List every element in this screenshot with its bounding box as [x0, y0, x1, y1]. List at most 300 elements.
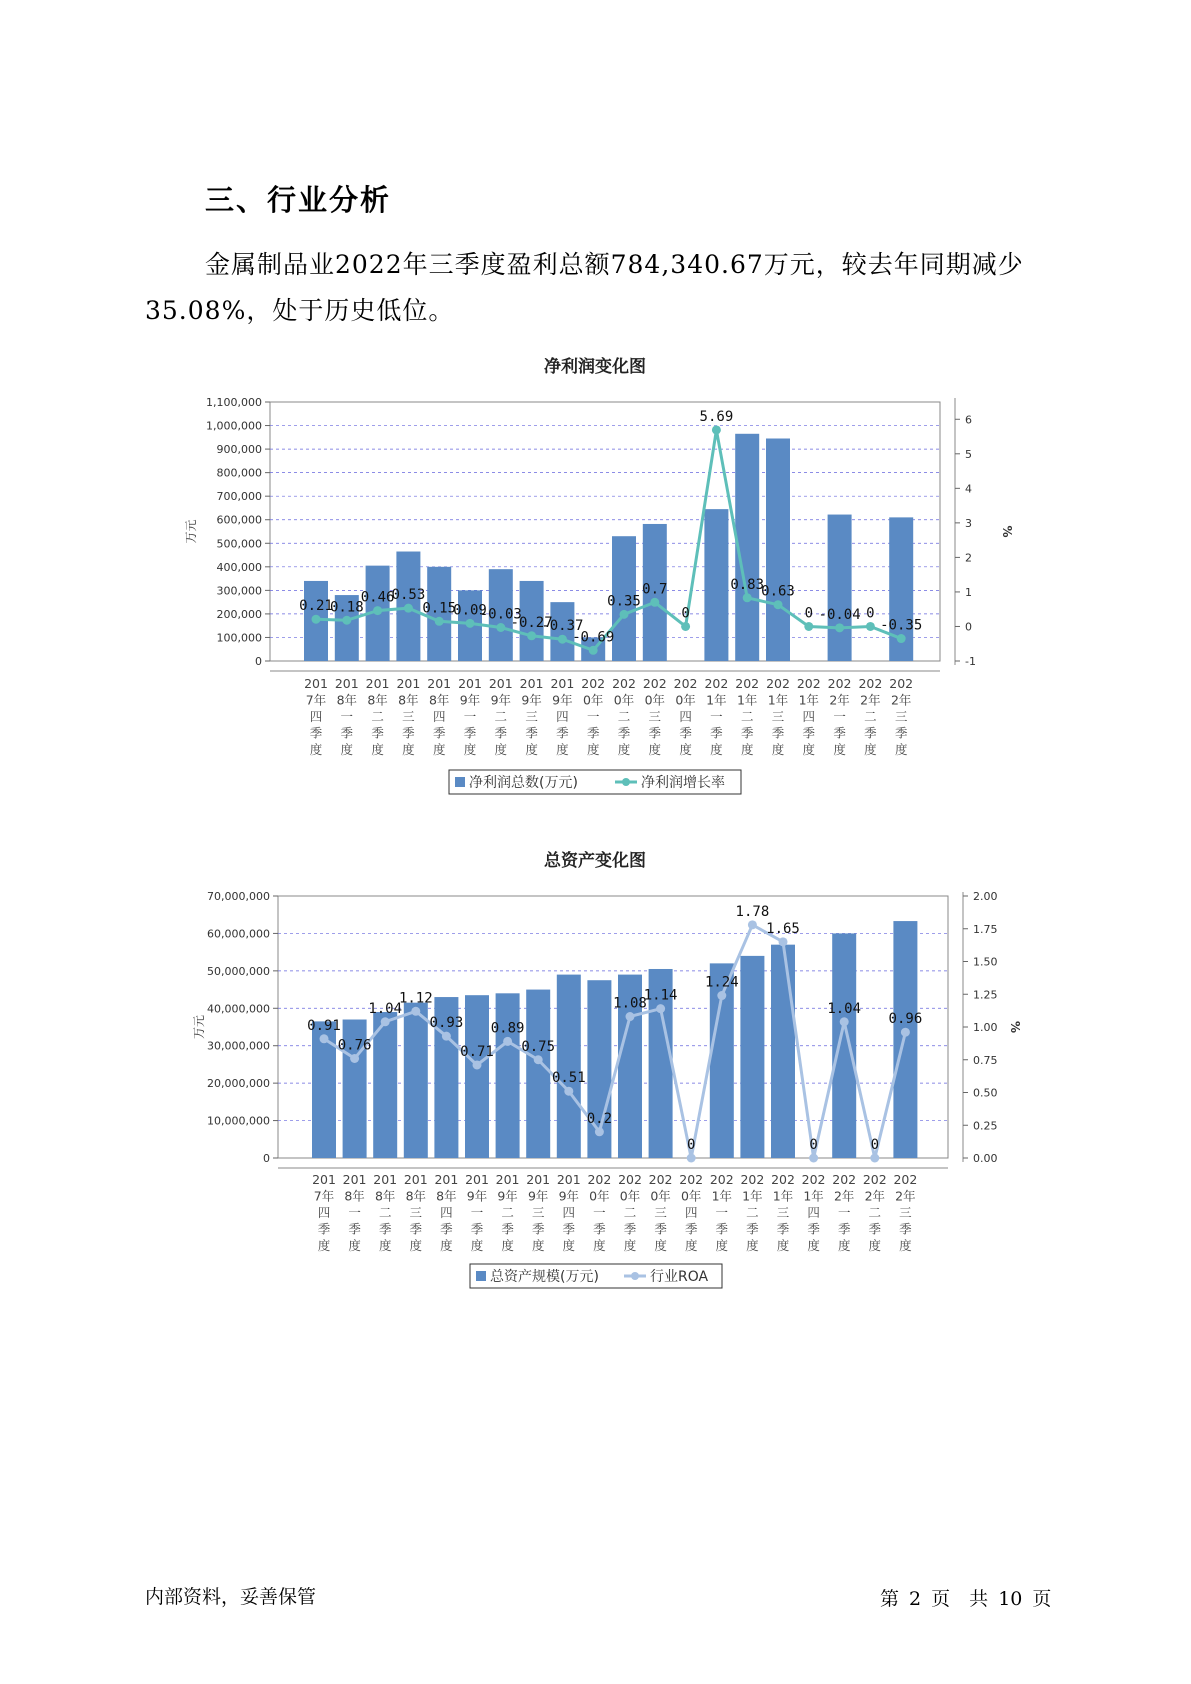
bar [704, 509, 728, 661]
x-tick-label: 季 [309, 725, 323, 741]
x-tick-label: 季 [556, 725, 569, 741]
x-tick-label: 季 [899, 1221, 912, 1237]
data-label: 0.96 [888, 1011, 923, 1028]
data-label: 0.21 [299, 598, 333, 615]
series-point [595, 1127, 604, 1136]
x-tick-label: 一 [348, 1205, 361, 1220]
y-tick-label: 800,000 [216, 466, 262, 480]
x-tick-label: 2年 [895, 1188, 916, 1204]
x-tick-label: 9年 [466, 1188, 488, 1204]
bar [828, 515, 852, 661]
series-point [411, 1007, 420, 1016]
x-tick-label: 二 [501, 1205, 514, 1220]
x-tick-label: 度 [317, 1238, 331, 1253]
y2-tick-label: 1.50 [973, 955, 998, 969]
x-tick-label: 201 [403, 1172, 428, 1187]
x-tick-label: 季 [586, 725, 600, 741]
x-tick-label: 2年 [864, 1188, 886, 1204]
data-label: 0 [870, 1137, 880, 1153]
x-tick-label: 201 [556, 1172, 581, 1187]
x-tick-label: 度 [586, 742, 600, 757]
x-tick-label: 季 [593, 1221, 606, 1237]
x-tick-label: 三 [771, 709, 785, 724]
y-tick-label: 400,000 [216, 560, 262, 574]
y2-tick-label: 5 [965, 447, 972, 461]
x-tick-label: 202 [704, 676, 729, 691]
data-label: 0.93 [429, 1015, 464, 1032]
data-label: 1.04 [827, 1000, 862, 1017]
x-tick-label: 一 [470, 1205, 484, 1220]
section-title: 三、行业分析 [205, 183, 392, 217]
x-tick-label: 度 [348, 1238, 361, 1253]
bar [771, 945, 795, 1158]
series-point [897, 634, 906, 643]
x-tick-label: 度 [710, 742, 723, 757]
x-tick-label: 202 [827, 676, 852, 691]
x-tick-label: 201 [434, 1172, 459, 1187]
x-tick-label: 季 [894, 725, 908, 741]
chart-title: 总资产变化图 [544, 851, 646, 871]
x-tick-label: 度 [868, 1238, 882, 1253]
x-tick-label: 季 [371, 725, 384, 741]
series-point [381, 1017, 390, 1026]
x-tick-label: 度 [623, 1238, 637, 1253]
total-assets-chart-svg [0, 848, 1191, 1308]
series-point [840, 1017, 849, 1026]
x-tick-label: 三 [402, 709, 415, 724]
x-tick-label: 201 [519, 676, 544, 691]
x-tick-label: 度 [807, 1238, 820, 1253]
legend-bar-swatch [476, 1271, 486, 1281]
x-tick-label: 三 [525, 709, 538, 724]
y2-tick-label: 1.75 [973, 922, 998, 936]
data-label: 0.09 [453, 602, 487, 619]
x-tick-label: 季 [802, 725, 816, 741]
x-tick-label: 度 [864, 742, 877, 757]
x-tick-label: 度 [894, 742, 908, 757]
x-tick-label: 季 [525, 725, 538, 741]
y2-tick-label: 0.75 [973, 1053, 998, 1067]
series-point [620, 610, 629, 619]
y2-tick-label: -1 [965, 655, 976, 668]
bar [832, 933, 856, 1158]
data-label: 0.75 [521, 1038, 556, 1055]
net-profit-chart [0, 350, 1191, 810]
x-tick-label: 二 [494, 709, 508, 724]
x-tick-label: 201 [526, 1172, 551, 1187]
bar [740, 956, 764, 1158]
x-tick-label: 季 [684, 1221, 698, 1237]
x-tick-label: 1年 [711, 1188, 733, 1204]
x-tick-label: 201 [458, 676, 482, 691]
y-tick-label: 1,100,000 [206, 396, 262, 409]
x-tick-label: 9年 [490, 692, 512, 708]
data-label: 1.04 [368, 1000, 403, 1017]
x-tick-label: 季 [648, 725, 662, 741]
x-tick-label: 1年 [803, 1188, 824, 1204]
x-tick-label: 度 [654, 1238, 667, 1253]
x-tick-label: 0年 [613, 692, 635, 708]
x-tick-label: 度 [432, 742, 446, 757]
x-tick-label: 季 [715, 1221, 729, 1237]
legend-bar-label: 净利润总数(万元) [469, 775, 578, 791]
x-tick-label: 季 [317, 1221, 331, 1237]
y2-axis-label: % [1008, 1020, 1022, 1034]
x-tick-label: 三 [776, 1205, 790, 1220]
x-tick-label: 9年 [558, 1188, 580, 1204]
x-tick-label: 季 [740, 725, 754, 741]
x-tick-label: 季 [617, 725, 631, 741]
series-point [564, 1087, 573, 1096]
series-point [589, 646, 598, 655]
x-tick-label: 二 [740, 709, 754, 724]
x-tick-label: 9年 [527, 1188, 549, 1204]
x-tick-label: 8年 [336, 692, 358, 708]
series-point [626, 1012, 635, 1021]
series-point [717, 991, 726, 1000]
data-label: 0 [686, 1137, 696, 1153]
x-tick-label: 三 [894, 709, 908, 724]
series-point [312, 615, 321, 624]
data-label: 0 [681, 605, 690, 622]
x-tick-label: 9年 [459, 692, 481, 708]
x-tick-label: 201 [334, 676, 359, 691]
y2-tick-label: 2.00 [973, 890, 998, 903]
x-tick-label: 季 [864, 725, 877, 741]
x-tick-label: 季 [776, 1221, 790, 1237]
x-tick-label: 三 [654, 1205, 667, 1220]
x-tick-label: 一 [593, 1205, 606, 1220]
data-label: 0.76 [337, 1037, 372, 1054]
x-tick-label: 202 [858, 676, 883, 691]
data-label: 0.18 [329, 599, 364, 616]
x-tick-label: 度 [899, 1238, 912, 1253]
x-tick-label: 度 [837, 1238, 851, 1253]
series-point [656, 1004, 665, 1013]
x-tick-label: 度 [746, 1238, 759, 1253]
x-tick-label: 三 [648, 709, 662, 724]
x-tick-label: 202 [587, 1172, 612, 1187]
x-tick-label: 四 [432, 709, 446, 724]
series-point [835, 623, 844, 632]
x-tick-label: 度 [340, 742, 354, 757]
series-point [527, 631, 536, 640]
x-tick-label: 季 [432, 725, 446, 741]
x-tick-label: 度 [402, 742, 415, 757]
x-tick-label: 8年 [436, 1188, 457, 1204]
x-tick-label: 201 [304, 676, 328, 691]
x-tick-label: 8年 [374, 1188, 396, 1204]
y2-tick-label: 6 [965, 413, 972, 427]
x-tick-label: 9年 [521, 692, 542, 708]
y-tick-label: 0 [255, 655, 262, 668]
x-tick-label: 8年 [405, 1188, 427, 1204]
x-tick-label: 季 [340, 725, 354, 741]
legend-bar-swatch [455, 777, 465, 787]
footer-confidential: 内部资料，妥善保管 [145, 1586, 317, 1608]
series-point [466, 619, 475, 628]
series-point [687, 1154, 696, 1163]
x-tick-label: 202 [673, 676, 698, 691]
y2-tick-label: 2 [965, 551, 972, 565]
data-label: -0.37 [541, 618, 584, 635]
bar [766, 438, 790, 661]
y2-tick-label: 0.50 [973, 1086, 998, 1100]
x-tick-label: 季 [378, 1221, 392, 1237]
x-tick-label: 三 [409, 1205, 423, 1220]
x-tick-label: 度 [593, 1238, 606, 1253]
data-label: 1.08 [613, 995, 647, 1012]
data-label: 1.12 [398, 990, 433, 1007]
x-tick-label: 三 [899, 1205, 912, 1220]
data-label: 0.46 [360, 589, 395, 606]
y-tick-label: 30,000,000 [207, 1039, 270, 1053]
y2-tick-label: 0 [965, 620, 972, 634]
x-tick-label: 季 [409, 1221, 423, 1237]
series-point [748, 920, 757, 929]
series-point [681, 622, 690, 631]
x-tick-label: 202 [612, 676, 636, 691]
data-label: 0.83 [730, 576, 765, 593]
x-tick-label: 1年 [798, 692, 820, 708]
x-tick-label: 202 [889, 676, 914, 691]
data-label: 0 [809, 1137, 818, 1153]
series-point [712, 425, 721, 434]
series-point [774, 600, 783, 609]
data-label: 1.14 [643, 987, 678, 1004]
x-tick-label: 四 [684, 1205, 698, 1220]
x-tick-label: 201 [550, 676, 575, 691]
x-tick-label: 季 [531, 1221, 545, 1237]
x-tick-label: 2年 [833, 1188, 855, 1204]
y2-tick-label: 1.25 [973, 988, 998, 1002]
legend-line-label: 净利润增长率 [641, 775, 725, 791]
y-tick-label: 900,000 [216, 443, 262, 457]
x-tick-label: 202 [862, 1172, 887, 1187]
x-tick-label: 四 [317, 1205, 331, 1220]
x-tick-label: 二 [617, 709, 631, 724]
x-tick-label: 202 [766, 676, 790, 691]
bar [465, 995, 489, 1158]
x-tick-label: 度 [556, 742, 569, 757]
x-tick-label: 0年 [675, 692, 696, 708]
x-tick-label: 2年 [860, 692, 881, 708]
data-label: 0.53 [391, 587, 426, 604]
series-point [901, 1028, 910, 1037]
x-tick-label: 202 [832, 1172, 857, 1187]
series-point [373, 606, 382, 615]
legend-line-marker [631, 1272, 639, 1280]
x-tick-label: 四 [679, 709, 692, 724]
x-tick-label: 季 [470, 1221, 484, 1237]
bar [496, 993, 520, 1158]
data-label: -0.35 [880, 617, 923, 634]
x-tick-label: 度 [525, 742, 538, 757]
x-tick-label: 四 [802, 709, 816, 724]
y-axis-label: 万元 [192, 1014, 206, 1040]
y2-tick-label: 1.00 [973, 1021, 998, 1034]
x-tick-label: 度 [378, 1238, 392, 1253]
legend-line-label: 行业ROA [650, 1269, 709, 1285]
net-profit-chart-svg [0, 350, 1191, 810]
x-tick-label: 季 [833, 725, 846, 741]
x-tick-label: 季 [771, 725, 785, 741]
x-tick-label: 季 [807, 1221, 820, 1237]
y-tick-label: 200,000 [216, 607, 262, 621]
x-tick-label: 201 [465, 1172, 489, 1187]
x-tick-label: 季 [463, 725, 477, 741]
x-tick-label: 四 [807, 1205, 820, 1220]
x-tick-label: 度 [776, 1238, 790, 1253]
bar [526, 990, 550, 1158]
x-tick-label: 度 [617, 742, 631, 757]
x-tick-label: 201 [488, 676, 513, 691]
y-tick-label: 20,000,000 [207, 1077, 270, 1091]
x-tick-label: 季 [868, 1221, 882, 1237]
x-tick-label: 季 [440, 1221, 453, 1237]
x-tick-label: 202 [893, 1172, 918, 1187]
summary-paragraph: 金属制品业2022年三季度盈利总额784,340.67万元，较去年同期减少35.08%，处于历史低位。 [145, 250, 1024, 325]
x-tick-label: 一 [340, 709, 354, 724]
data-label: 0 [866, 605, 875, 622]
x-tick-label: 0年 [619, 1188, 641, 1204]
y-tick-label: 500,000 [216, 537, 262, 551]
x-tick-label: 度 [715, 1238, 729, 1253]
y-tick-label: 70,000,000 [207, 890, 270, 903]
footer-page-number: 第 2 页 共 10 页 [880, 1588, 1052, 1610]
bar [557, 975, 581, 1158]
y-tick-label: 1,000,000 [206, 419, 262, 433]
x-tick-label: 202 [796, 676, 821, 691]
data-label: 1.65 [766, 920, 800, 937]
series-point [650, 598, 659, 607]
x-tick-label: 202 [618, 1172, 642, 1187]
x-tick-label: 季 [746, 1221, 759, 1237]
x-tick-label: 202 [679, 1172, 704, 1187]
x-tick-label: 度 [409, 1238, 423, 1253]
x-tick-label: 201 [312, 1172, 336, 1187]
x-tick-label: 度 [371, 742, 384, 757]
y-axis-label: 万元 [184, 519, 198, 544]
series-point [473, 1060, 482, 1069]
x-tick-label: 0年 [650, 1188, 671, 1204]
x-tick-label: 一 [463, 709, 477, 724]
series-point [809, 1154, 818, 1163]
x-tick-label: 201 [495, 1172, 520, 1187]
data-label: 0 [804, 605, 814, 622]
series-point [435, 617, 444, 626]
x-tick-label: 度 [531, 1238, 545, 1253]
y2-axis-label: % [1000, 525, 1014, 538]
data-label: 0.2 [586, 1110, 613, 1127]
data-label: 0.71 [460, 1043, 494, 1060]
data-label: 0.63 [761, 583, 795, 600]
x-tick-label: 一 [833, 709, 846, 724]
legend-line-marker [622, 778, 630, 786]
data-label: 0.51 [551, 1070, 586, 1087]
bar [404, 1003, 428, 1158]
series-point [342, 616, 351, 625]
y-tick-label: 10,000,000 [207, 1114, 270, 1128]
y-tick-label: 0 [263, 1152, 270, 1165]
series-point [866, 622, 875, 631]
x-tick-label: 季 [501, 1221, 514, 1237]
data-label: 0.7 [642, 581, 668, 598]
x-tick-label: 202 [801, 1172, 826, 1187]
y-tick-label: 600,000 [216, 513, 262, 527]
data-label: -0.04 [818, 606, 861, 623]
y2-tick-label: 3 [965, 516, 972, 530]
x-tick-label: 二 [371, 709, 384, 724]
y-tick-label: 40,000,000 [207, 1002, 270, 1016]
y-tick-label: 50,000,000 [207, 964, 270, 978]
x-tick-label: 201 [427, 676, 452, 691]
x-tick-label: 季 [623, 1221, 637, 1237]
x-tick-label: 季 [402, 725, 415, 741]
series-point [870, 1154, 879, 1163]
total-assets-chart [0, 848, 1191, 1308]
legend [470, 1264, 722, 1288]
x-tick-label: 度 [470, 1238, 484, 1253]
x-tick-label: 四 [440, 1205, 453, 1220]
data-label: 0.89 [490, 1020, 525, 1037]
y-tick-label: 100,000 [216, 631, 262, 645]
data-label: -0.03 [479, 606, 522, 623]
x-tick-label: 季 [679, 725, 692, 741]
x-tick-label: 二 [864, 709, 877, 724]
series-point [534, 1055, 543, 1064]
x-tick-label: 8年 [428, 692, 450, 708]
x-tick-label: 四 [562, 1205, 576, 1220]
series-point [779, 937, 788, 946]
x-tick-label: 二 [868, 1205, 882, 1220]
series-point [320, 1034, 329, 1043]
x-tick-label: 1年 [772, 1188, 794, 1204]
data-label: 0.15 [422, 600, 457, 617]
x-tick-label: 度 [494, 742, 508, 757]
x-tick-label: 度 [771, 742, 785, 757]
x-tick-label: 9年 [497, 1188, 518, 1204]
x-tick-label: 1年 [767, 692, 789, 708]
x-tick-label: 季 [654, 1221, 667, 1237]
data-label: -0.27 [510, 614, 553, 631]
x-tick-label: 7年 [305, 692, 327, 708]
x-tick-label: 二 [623, 1205, 637, 1220]
x-tick-label: 四 [556, 709, 569, 724]
y-tick-label: 700,000 [216, 490, 262, 504]
x-tick-label: 1年 [742, 1188, 763, 1204]
x-tick-label: 季 [562, 1221, 576, 1237]
x-tick-label: 1年 [706, 692, 727, 708]
x-tick-label: 季 [494, 725, 508, 741]
x-tick-label: 202 [735, 676, 760, 691]
x-tick-label: 度 [309, 742, 323, 757]
x-tick-label: 201 [396, 676, 421, 691]
series-point [743, 593, 752, 602]
x-tick-label: 度 [684, 1238, 698, 1253]
x-tick-label: 201 [342, 1172, 367, 1187]
x-tick-label: 1年 [736, 692, 758, 708]
series-point [404, 604, 413, 613]
x-tick-label: 8年 [367, 692, 388, 708]
x-tick-label: 度 [740, 742, 754, 757]
x-tick-label: 202 [771, 1172, 795, 1187]
x-tick-label: 季 [837, 1221, 851, 1237]
series-point [558, 635, 567, 644]
x-tick-label: 201 [365, 676, 390, 691]
x-tick-label: 8年 [344, 1188, 365, 1204]
x-tick-label: 二 [746, 1205, 759, 1220]
